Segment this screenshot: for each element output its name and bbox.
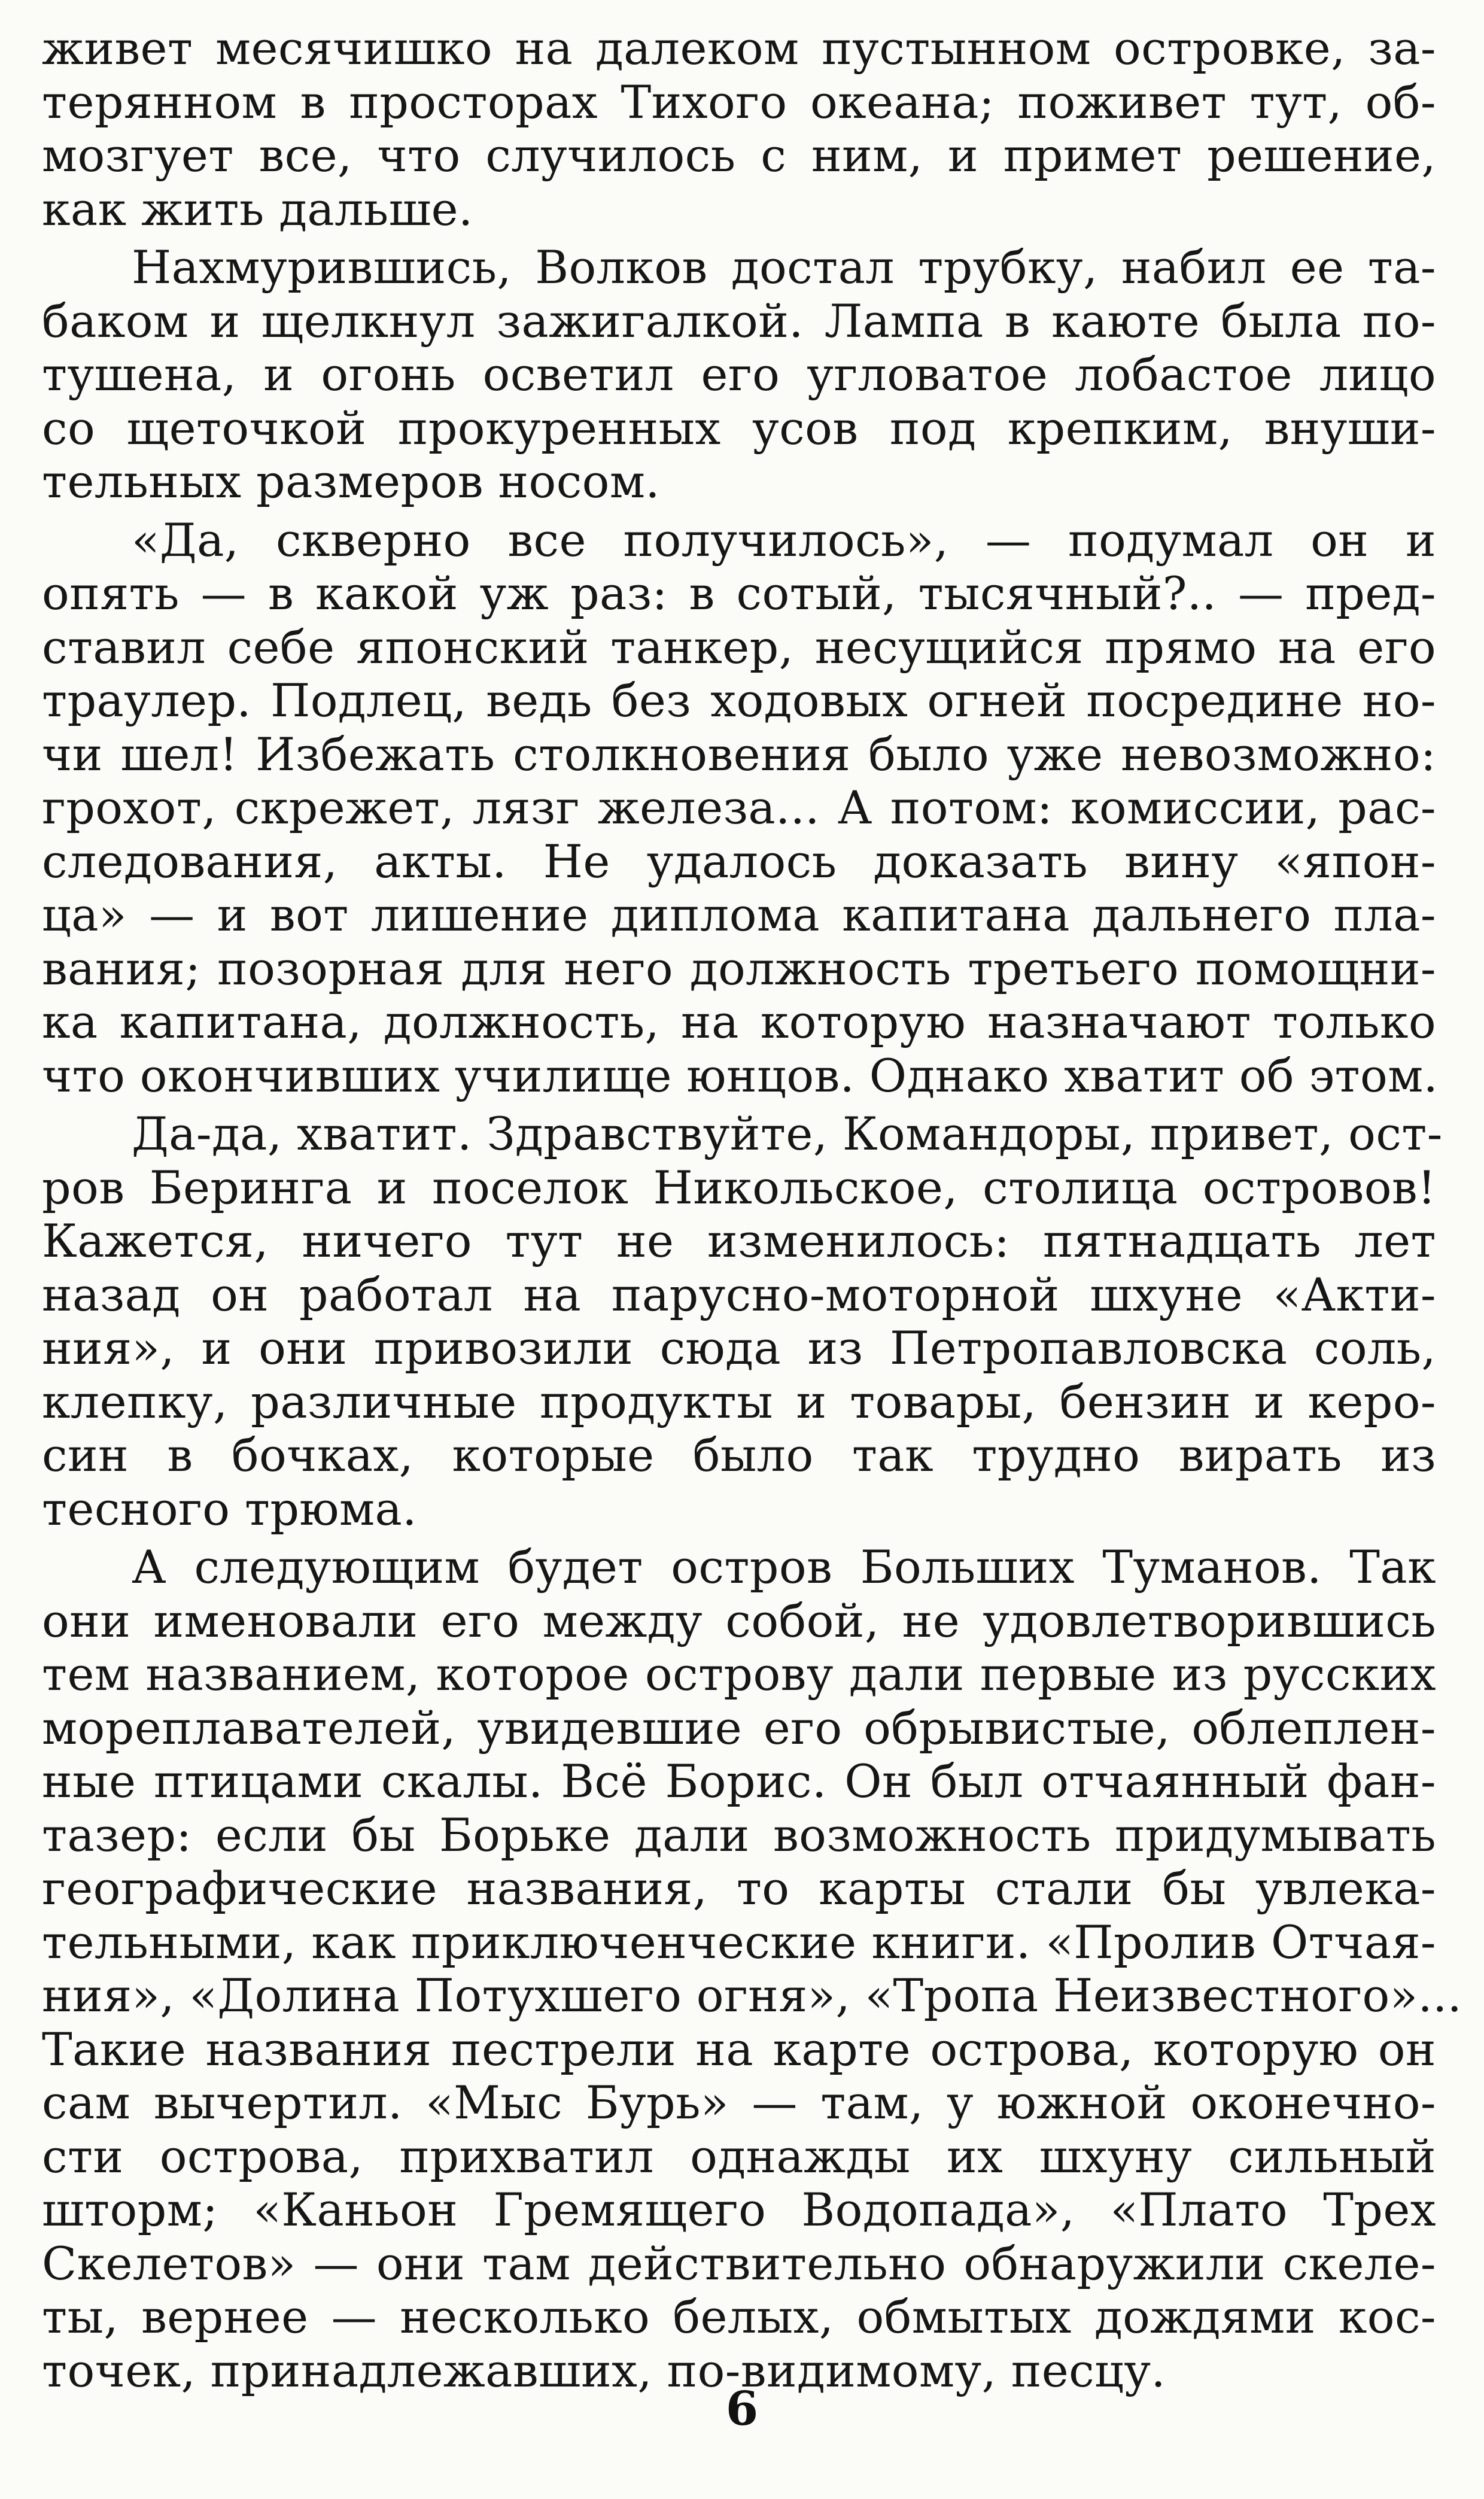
text-line: назад он работал на парусно-моторной шхуне «Акти- — [42, 1267, 1436, 1321]
text-line: тельных размеров носом. — [42, 455, 660, 508]
text-line: они именовали его между собой, не удовлетворившись — [42, 1594, 1436, 1647]
text-line: вания; позорная для него должность третьего помощни- — [42, 941, 1436, 995]
text-line: ставил себе японский танкер, несущийся прямо на его — [42, 620, 1436, 674]
text-line: тазер: если бы Борьке дали возможность придумывать — [42, 1808, 1436, 1862]
text-line: географические названия, то карты стали бы увлека- — [42, 1862, 1436, 1915]
text-line: клепку, различные продукты и товары, бензин и керо- — [42, 1375, 1436, 1428]
text-line: А следующим будет остров Больших Туманов. Так — [132, 1540, 1436, 1594]
text-line: как жить дальше. — [42, 182, 473, 236]
text-line: мозгует все, что случилось с ним, и примет решение, — [42, 129, 1436, 182]
text-line: ния», «Долина Потухшего огня», «Тропа Неизвестного»... — [42, 1969, 1462, 2022]
text-line: «Да, скверно все получилось», — подумал он и — [132, 513, 1436, 567]
text-line: грохот, скрежет, лязг железа... А потом: комиссии, рас- — [42, 781, 1436, 834]
page-number: 6 — [725, 2382, 759, 2436]
text-line: следования, акты. Не удалось доказать вину «япон- — [42, 834, 1436, 888]
text-line: Такие названия пестрели на карте острова, которую он — [42, 2022, 1436, 2076]
text-line: Кажется, ничего тут не изменилось: пятнадцать лет — [42, 1214, 1436, 1267]
text-line: ные птицами скалы. Всё Борис. Он был отчаянный фан- — [42, 1755, 1436, 1808]
text-line: сам вычертил. «Мыс Бурь» — там, у южной оконечно- — [42, 2076, 1436, 2129]
text-line: Да-да, хватит. Здравствуйте, Командоры, привет, ост- — [132, 1107, 1443, 1160]
text-line: терянном в просторах Тихого океана; поживет тут, об- — [42, 75, 1436, 129]
text-line: ния», и они привозили сюда из Петропавловска соль, — [42, 1321, 1436, 1375]
text-line: мореплавателей, увидевшие его обрывистые, облеплен- — [42, 1701, 1436, 1755]
text-line: ты, вернее — несколько белых, обмытых дождями кос- — [42, 2290, 1436, 2343]
text-line: ров Беринга и поселок Никольское, столица островов! — [42, 1160, 1436, 1214]
text-line: тушена, и огонь осветил его угловатое лобастое лицо — [42, 348, 1436, 401]
paragraph — [42, 241, 1436, 509]
text-line: со щеточкой прокуренных усов под крепким, внуши- — [42, 401, 1436, 455]
text-line: Нахмурившись, Волков достал трубку, набил ее та- — [132, 241, 1436, 294]
text-line: траулер. Подлец, ведь без ходовых огней посредине но- — [42, 674, 1436, 727]
paragraph — [42, 1540, 1462, 2397]
text-line: ца» — и вот лишение диплома капитана дальнего пла- — [42, 888, 1436, 941]
text-line: тем названием, которое острову дали первые из русских — [42, 1647, 1436, 1701]
text-line: тесного трюма. — [42, 1482, 417, 1536]
paragraph — [42, 513, 1439, 1103]
text-line: баком и щелкнул зажигалкой. Лампа в каюте была по- — [42, 294, 1436, 348]
text-line: чи шел! Избежать столкновения было уже невозможно: — [42, 727, 1436, 781]
text-line: что окончивших училище юнцов. Однако хватит об этом. — [42, 1048, 1439, 1102]
text-line: Скелетов» — они там действительно обнаружили скеле- — [42, 2236, 1436, 2290]
page-text — [42, 22, 1462, 2397]
text-line: син в бочках, которые было так трудно вирать из — [42, 1428, 1436, 1482]
text-line: шторм; «Каньон Гремящего Водопада», «Плато Трех — [42, 2183, 1436, 2236]
text-line: опять — в какой уж раз: в сотый, тысячный?.. — пред- — [42, 567, 1436, 620]
text-line: ка капитана, должность, на которую назначают только — [42, 995, 1436, 1048]
text-line: сти острова, прихватил однажды их шхуну сильный — [42, 2129, 1436, 2183]
text-line: тельными, как приключенческие книги. «Пролив Отчая- — [42, 1915, 1436, 1969]
paragraph — [42, 1107, 1443, 1536]
paragraph — [42, 22, 1436, 236]
text-line: живет месячишко на далеком пустынном островке, за- — [42, 22, 1436, 75]
text-line: точек, принадлежавших, по-видимому, песцу. — [42, 2343, 1166, 2397]
